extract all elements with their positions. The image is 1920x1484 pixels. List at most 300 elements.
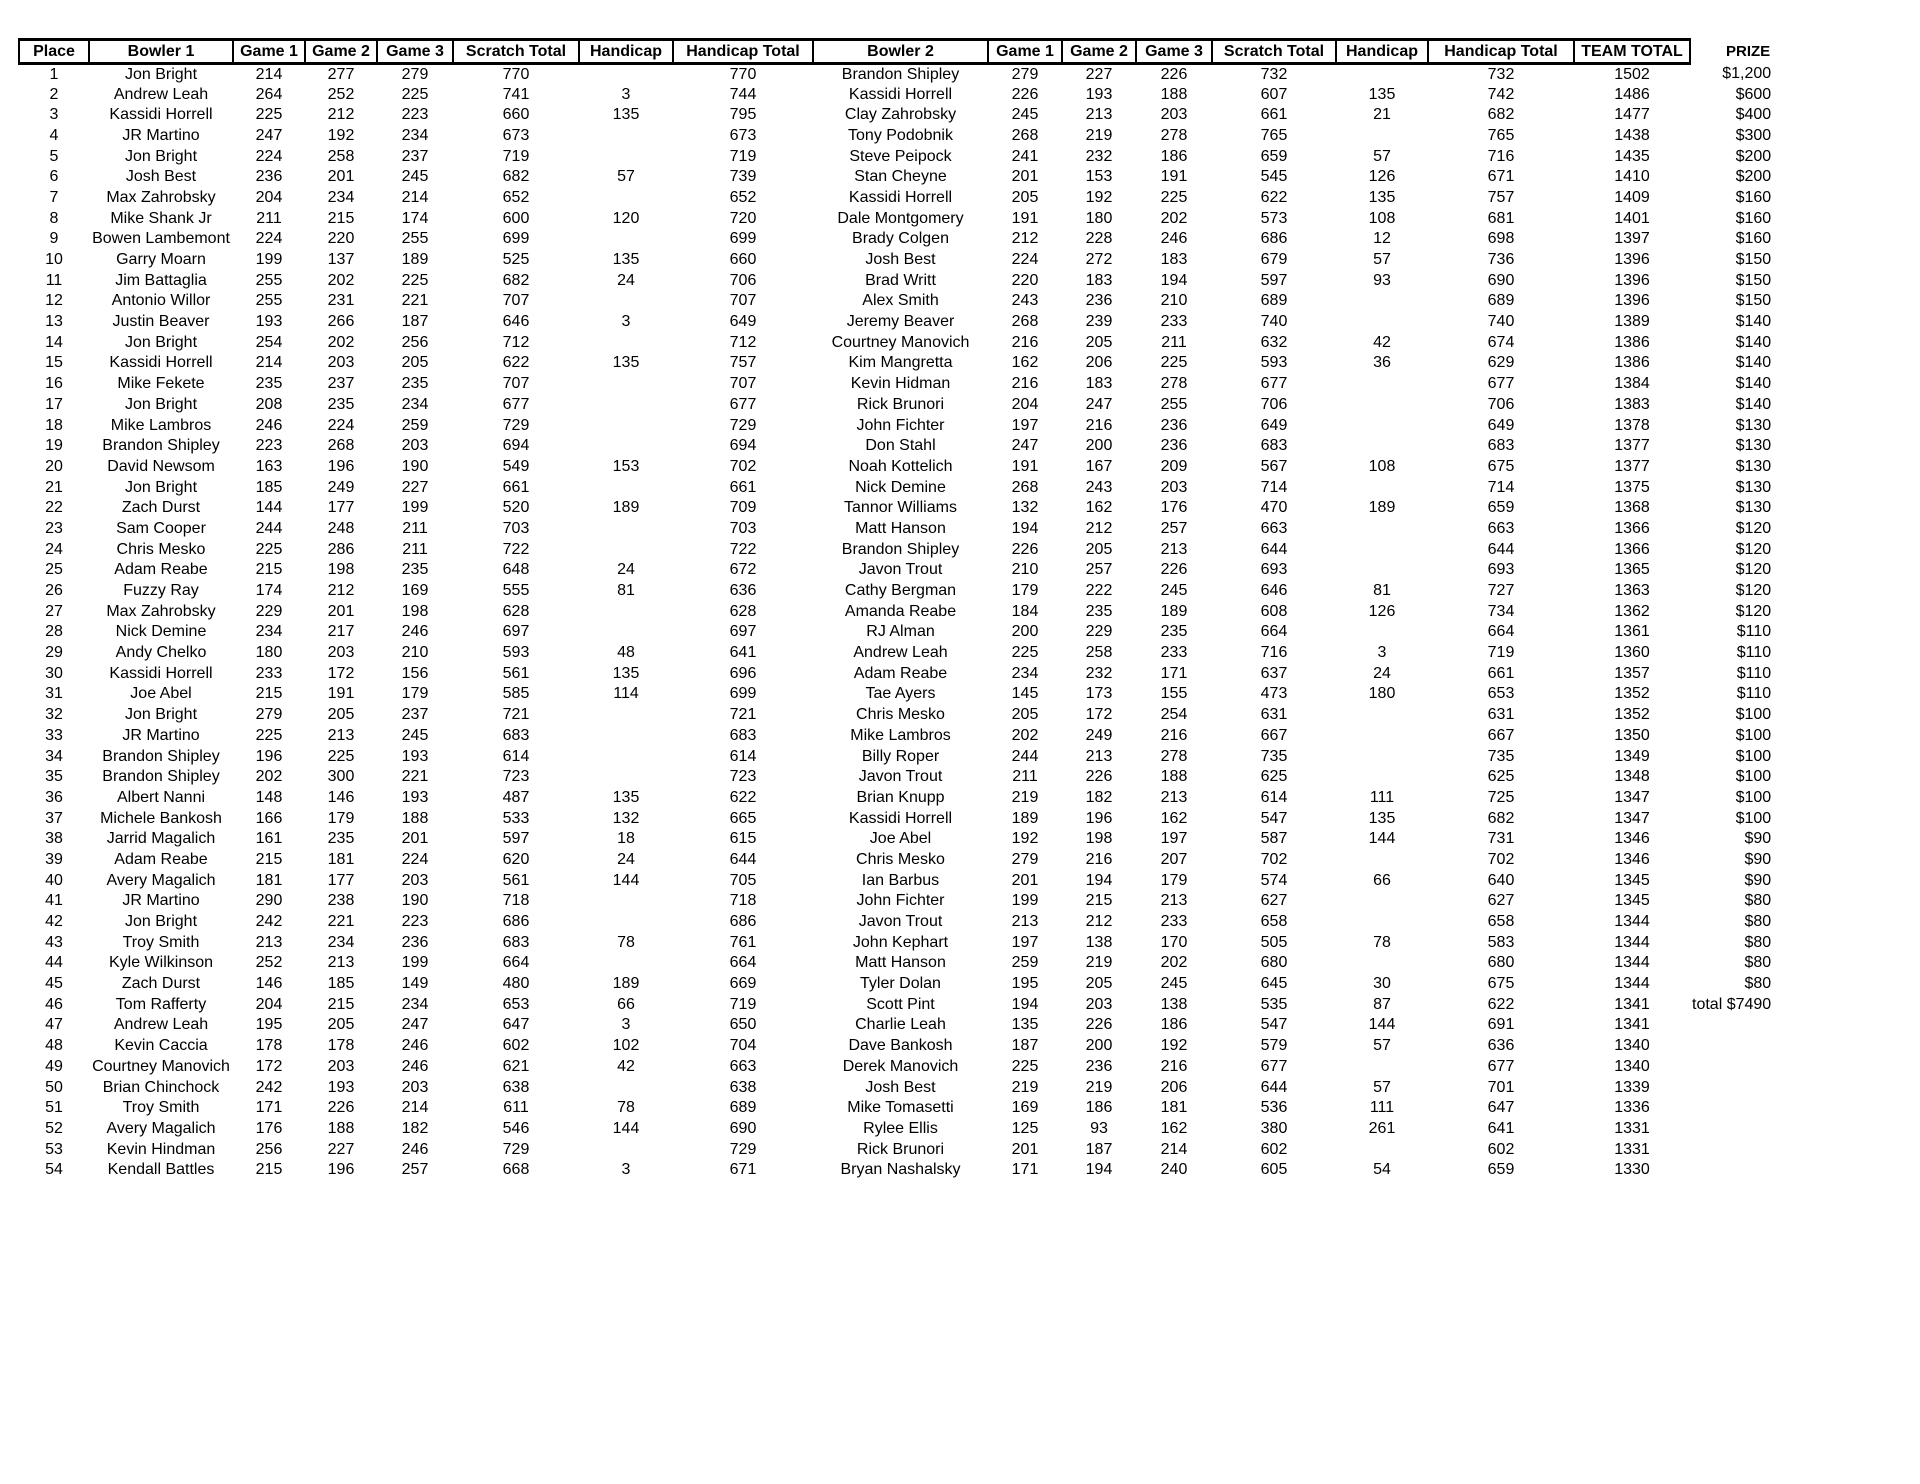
bowler1-game1-cell: 171 <box>255 1099 283 1117</box>
table-row <box>19 436 1805 457</box>
bowler2-handicap-cell: 108 <box>1368 209 1396 227</box>
bowler1-game1-cell: 290 <box>255 892 283 910</box>
bowler1-handicap-cell: 114 <box>613 685 639 703</box>
team-total-cell: 1340 <box>1614 1057 1650 1075</box>
bowler2-game2-cell: 226 <box>1085 768 1113 786</box>
bowler1-name-cell: Justin Beaver <box>112 313 210 331</box>
bowler2-name-cell: Rylee Ellis <box>863 1119 938 1137</box>
bowler1-game1-cell: 214 <box>255 354 283 372</box>
bowler2-scratch-total-cell: 667 <box>1260 726 1288 744</box>
bowler2-game3-cell: 214 <box>1160 1140 1188 1158</box>
bowler2-game2-cell: 138 <box>1085 933 1113 951</box>
bowler2-scratch-total-cell: 716 <box>1260 644 1288 662</box>
bowler1-game1-cell: 236 <box>255 168 283 186</box>
bowler2-handicap-total-cell: 706 <box>1487 395 1515 413</box>
table-row <box>19 539 1805 560</box>
bowler2-game2-cell: 212 <box>1085 913 1113 931</box>
bowler1-game2-cell: 177 <box>327 871 355 889</box>
bowler2-game1-cell: 205 <box>1011 188 1039 206</box>
bowler2-scratch-total-cell: 587 <box>1260 830 1288 848</box>
bowler1-game1-cell: 255 <box>255 292 283 310</box>
bowler2-scratch-total-cell: 632 <box>1260 333 1288 351</box>
bowler2-handicap-total-cell: 658 <box>1487 913 1515 931</box>
bowler1-handicap-total-cell: 757 <box>729 354 757 372</box>
prize-cell: $140 <box>1735 354 1772 372</box>
place-cell: 17 <box>45 395 63 413</box>
bowler1-name-cell: Jon Bright <box>124 333 198 351</box>
bowler1-game2-cell: 185 <box>327 975 355 993</box>
place-cell: 31 <box>45 685 63 703</box>
bowler2-handicap-total-cell: 682 <box>1487 809 1515 827</box>
bowler2-name-cell: Amanda Reabe <box>844 602 957 620</box>
bowler2-scratch-total-cell: 637 <box>1260 664 1288 682</box>
bowler1-handicap-total-cell: 719 <box>729 995 757 1013</box>
bowler2-scratch-total-cell: 545 <box>1260 168 1288 186</box>
prize-cell: $200 <box>1735 147 1772 165</box>
bowler2-game1-cell: 201 <box>1011 168 1039 186</box>
bowler2-handicap-cell: 12 <box>1373 230 1391 248</box>
bowler2-scratch-total-cell: 661 <box>1260 106 1288 124</box>
bowler2-handicap-total-cell: 640 <box>1487 871 1515 889</box>
bowler2-game3-cell: 226 <box>1160 65 1188 83</box>
bowler1-scratch-total-cell: 480 <box>502 975 530 993</box>
team-total-cell: 1366 <box>1614 519 1650 537</box>
bowler2-handicap-total-cell: 701 <box>1487 1078 1515 1096</box>
bowler1-name-cell: Sam Cooper <box>116 519 206 537</box>
bowler2-handicap-cell: 111 <box>1369 788 1395 806</box>
bowler2-game3-cell: 181 <box>1160 1099 1188 1117</box>
bowler1-handicap-total-cell: 665 <box>729 809 757 827</box>
bowler1-game3-cell: 198 <box>401 602 429 620</box>
bowler1-handicap-total-cell: 719 <box>729 147 757 165</box>
bowler2-scratch-total-cell: 679 <box>1260 251 1288 269</box>
bowler1-game1-cell: 224 <box>255 147 283 165</box>
bowler2-handicap-total-cell: 765 <box>1487 126 1515 144</box>
bowler1-game3-cell: 149 <box>401 975 429 993</box>
bowler2-scratch-total-cell: 470 <box>1260 499 1288 517</box>
team-total-cell: 1361 <box>1614 623 1650 641</box>
bowler2-game1-cell: 202 <box>1011 726 1039 744</box>
place-cell: 13 <box>45 313 63 331</box>
bowler1-handicap-cell <box>579 291 673 312</box>
prize-cell <box>1690 1015 1805 1036</box>
bowler1-handicap-cell <box>579 746 673 767</box>
place-cell: 15 <box>45 354 63 372</box>
bowler1-game3-cell: 203 <box>401 1078 429 1096</box>
bowler2-scratch-total-cell: 573 <box>1260 209 1288 227</box>
bowler1-name-cell: Jon Bright <box>124 913 198 931</box>
bowler1-game3-cell: 193 <box>401 788 429 806</box>
bowler1-handicap-cell: 135 <box>612 106 640 124</box>
bowler1-game2-cell: 225 <box>327 747 355 765</box>
bowler2-game3-cell: 213 <box>1160 892 1188 910</box>
bowler1-game2-cell: 203 <box>327 354 355 372</box>
team-total-cell: 1397 <box>1614 230 1650 248</box>
bowler1-game2-cell: 235 <box>327 830 355 848</box>
bowler2-game3-cell: 254 <box>1160 706 1188 724</box>
bowler1-handicap-total-cell: 696 <box>729 664 757 682</box>
bowler1-game3-cell: 188 <box>401 809 429 827</box>
bowler2-scratch-total-cell: 680 <box>1260 954 1288 972</box>
prize-cell: $130 <box>1735 416 1772 434</box>
bowler1-game3-cell: 259 <box>401 416 429 434</box>
bowler1-handicap-cell: 78 <box>617 933 635 951</box>
place-cell: 44 <box>45 954 63 972</box>
bowler1-game2-cell: 179 <box>327 809 355 827</box>
bowler2-handicap-cell <box>1336 726 1428 747</box>
bowler1-game3-cell: 187 <box>401 313 429 331</box>
bowler2-handicap-total-cell: 661 <box>1487 664 1515 682</box>
bowler1-game1-cell: 244 <box>255 519 283 537</box>
bowler2-handicap-total-cell: 727 <box>1487 582 1515 600</box>
table-row <box>19 829 1805 850</box>
bowler2-scratch-total-cell: 505 <box>1260 933 1288 951</box>
team-total-cell: 1347 <box>1614 788 1650 806</box>
bowler2-game1-cell: 201 <box>1011 1140 1039 1158</box>
bowler1-name-cell: Chris Mesko <box>116 540 206 558</box>
bowler1-handicap-total-cell: 702 <box>729 457 757 475</box>
bowler1-game3-cell: 237 <box>401 147 429 165</box>
bowler1-game1-cell: 246 <box>255 416 283 434</box>
bowler2-game3-cell: 202 <box>1160 209 1188 227</box>
bowler1-handicap-cell: 18 <box>617 830 635 848</box>
bowler2-handicap-total-cell: 625 <box>1487 768 1515 786</box>
bowler2-game1-cell: 241 <box>1011 147 1039 165</box>
prize-cell: $120 <box>1735 582 1772 600</box>
bowler1-name-cell: Max Zahrobsky <box>106 602 216 620</box>
column-header-bowler1-name: Bowler 1 <box>89 40 233 64</box>
bowler2-game3-cell: 189 <box>1160 602 1188 620</box>
bowler2-game3-cell: 245 <box>1160 975 1188 993</box>
bowler2-handicap-cell <box>1336 415 1428 436</box>
bowler2-game3-cell: 240 <box>1160 1161 1188 1179</box>
bowler2-name-cell: Charlie Leah <box>855 1016 946 1034</box>
bowler2-handicap-cell: 126 <box>1368 168 1396 186</box>
column-header-bowler1-handicap: Handicap <box>579 40 673 64</box>
bowler2-name-cell: Kevin Hidman <box>850 375 951 393</box>
bowler2-game2-cell: 193 <box>1085 85 1113 103</box>
bowler2-handicap-cell: 81 <box>1373 582 1391 600</box>
team-total-cell: 1339 <box>1614 1078 1650 1096</box>
team-total-cell: 1486 <box>1614 85 1650 103</box>
header-row <box>19 40 1805 64</box>
bowler2-game3-cell: 236 <box>1160 437 1188 455</box>
bowler1-name-cell: Troy Smith <box>122 1099 200 1117</box>
bowler2-game1-cell: 259 <box>1011 954 1039 972</box>
bowler2-game2-cell: 219 <box>1085 126 1113 144</box>
bowler1-game1-cell: 229 <box>255 602 283 620</box>
bowler2-name-cell: John Kephart <box>852 933 949 951</box>
bowler1-name-cell: Mike Lambros <box>110 416 212 434</box>
bowler1-handicap-total-cell: 672 <box>729 561 757 579</box>
bowler1-handicap-cell: 135 <box>612 354 640 372</box>
place-cell: 52 <box>45 1119 63 1137</box>
bowler2-game2-cell: 229 <box>1085 623 1113 641</box>
table-row <box>19 1139 1805 1160</box>
place-cell: 43 <box>45 933 63 951</box>
bowler2-handicap-total-cell: 683 <box>1487 437 1515 455</box>
table-row <box>19 250 1805 271</box>
bowler1-game1-cell: 204 <box>255 995 283 1013</box>
bowler2-game3-cell: 162 <box>1160 809 1188 827</box>
bowler1-game2-cell: 212 <box>327 106 355 124</box>
bowler1-game1-cell: 233 <box>255 664 283 682</box>
bowler2-handicap-total-cell: 675 <box>1487 457 1515 475</box>
table-row <box>19 395 1805 416</box>
bowler2-handicap-cell: 66 <box>1373 871 1391 889</box>
bowler2-name-cell: Javon Trout <box>858 561 943 579</box>
bowler1-game1-cell: 225 <box>255 540 283 558</box>
bowler2-handicap-total-cell: 691 <box>1487 1016 1515 1034</box>
place-cell: 7 <box>49 188 59 206</box>
bowler2-game3-cell: 183 <box>1160 251 1188 269</box>
place-cell: 38 <box>45 830 63 848</box>
bowler1-handicap-cell <box>579 1077 673 1098</box>
bowler1-name-cell: Jon Bright <box>124 706 198 724</box>
team-total-cell: 1349 <box>1614 747 1650 765</box>
bowler2-handicap-cell <box>1336 64 1428 85</box>
place-cell: 14 <box>45 333 63 351</box>
prize-cell <box>1690 1098 1805 1119</box>
bowler1-scratch-total-cell: 611 <box>503 1099 529 1117</box>
bowler1-handicap-cell <box>579 436 673 457</box>
bowler1-name-cell: Brandon Shipley <box>102 768 220 786</box>
bowler2-name-cell: Brandon Shipley <box>841 540 960 558</box>
prize-cell: $100 <box>1735 747 1772 765</box>
bowler1-game3-cell: 234 <box>401 995 429 1013</box>
bowler1-handicap-total-cell: 622 <box>729 788 757 806</box>
bowler2-game2-cell: 258 <box>1085 644 1113 662</box>
prize-cell: $90 <box>1744 850 1772 868</box>
bowler1-name-cell: Fuzzy Ray <box>123 582 199 600</box>
bowler2-name-cell: Rick Brunori <box>856 1140 945 1158</box>
bowler1-game2-cell: 277 <box>327 65 355 83</box>
bowler2-game2-cell: 227 <box>1085 65 1113 83</box>
bowler2-scratch-total-cell: 645 <box>1260 975 1288 993</box>
team-total-cell: 1352 <box>1614 706 1650 724</box>
bowler1-name-cell: Avery Magalich <box>106 1119 216 1137</box>
bowler2-handicap-total-cell: 644 <box>1487 540 1515 558</box>
bowler1-scratch-total-cell: 686 <box>502 913 530 931</box>
prize-cell: $80 <box>1744 892 1772 910</box>
place-cell: 50 <box>45 1078 63 1096</box>
bowler1-game3-cell: 221 <box>401 292 429 310</box>
team-total-cell: 1346 <box>1614 850 1650 868</box>
bowler2-game2-cell: 194 <box>1085 871 1113 889</box>
bowler1-game2-cell: 249 <box>327 478 355 496</box>
team-total-cell: 1435 <box>1614 147 1650 165</box>
bowler2-game1-cell: 205 <box>1011 706 1039 724</box>
bowler1-game3-cell: 199 <box>401 499 429 517</box>
bowler1-handicap-cell <box>579 332 673 353</box>
place-cell: 45 <box>45 975 63 993</box>
bowler2-handicap-cell <box>1336 850 1428 871</box>
bowler2-scratch-total-cell: 473 <box>1260 685 1288 703</box>
bowler2-game1-cell: 200 <box>1011 623 1039 641</box>
bowler2-name-cell: Josh Best <box>865 1078 936 1096</box>
bowler2-game3-cell: 236 <box>1160 416 1188 434</box>
prize-cell: $90 <box>1744 871 1772 889</box>
bowler1-game2-cell: 201 <box>327 602 355 620</box>
bowler2-game2-cell: 198 <box>1085 830 1113 848</box>
bowler1-handicap-cell <box>579 767 673 788</box>
bowler2-game2-cell: 183 <box>1085 375 1113 393</box>
team-total-cell: 1365 <box>1614 561 1650 579</box>
bowler2-game3-cell: 216 <box>1160 726 1188 744</box>
prize-cell: $80 <box>1744 933 1772 951</box>
bowler1-handicap-total-cell: 677 <box>729 395 757 413</box>
bowler2-handicap-total-cell: 671 <box>1487 168 1515 186</box>
bowler1-name-cell: Kassidi Horrell <box>109 106 213 124</box>
place-cell: 40 <box>45 871 63 889</box>
bowler2-scratch-total-cell: 664 <box>1260 623 1288 641</box>
bowler1-handicap-total-cell: 761 <box>729 933 757 951</box>
bowler2-handicap-cell: 42 <box>1373 333 1391 351</box>
bowler2-handicap-total-cell: 734 <box>1487 602 1515 620</box>
bowler2-name-cell: Cathy Bergman <box>844 582 957 600</box>
bowler1-game2-cell: 226 <box>327 1099 355 1117</box>
bowler1-handicap-total-cell: 722 <box>729 540 757 558</box>
bowler1-name-cell: Zach Durst <box>121 499 201 517</box>
bowler2-game1-cell: 132 <box>1011 499 1039 517</box>
team-total-cell: 1366 <box>1614 540 1650 558</box>
bowler1-scratch-total-cell: 770 <box>502 65 530 83</box>
bowler2-game3-cell: 186 <box>1160 147 1188 165</box>
bowler2-game2-cell: 180 <box>1085 209 1113 227</box>
bowler2-handicap-cell <box>1336 312 1428 333</box>
bowler1-game1-cell: 234 <box>255 623 283 641</box>
bowler2-scratch-total-cell: 646 <box>1260 582 1288 600</box>
bowler2-handicap-cell: 261 <box>1368 1119 1396 1137</box>
bowler2-game2-cell: 226 <box>1085 1016 1113 1034</box>
bowler2-game1-cell: 199 <box>1011 892 1039 910</box>
bowler1-handicap-total-cell: 795 <box>729 106 757 124</box>
bowler2-name-cell: Scott Pint <box>866 995 935 1013</box>
bowler1-game2-cell: 215 <box>327 995 355 1013</box>
prize-cell: $130 <box>1735 478 1772 496</box>
table-row <box>19 1015 1805 1036</box>
bowler2-handicap-total-cell: 663 <box>1487 519 1515 537</box>
bowler1-handicap-cell: 3 <box>621 85 631 103</box>
bowler1-game1-cell: 176 <box>255 1119 283 1137</box>
table-row <box>19 498 1805 519</box>
bowler1-game2-cell: 193 <box>327 1078 355 1096</box>
prize-cell: $90 <box>1744 830 1772 848</box>
bowler2-game1-cell: 184 <box>1011 602 1039 620</box>
bowler2-game2-cell: 236 <box>1085 1057 1113 1075</box>
bowler1-game3-cell: 179 <box>401 685 429 703</box>
bowler1-game3-cell: 210 <box>401 644 429 662</box>
team-total-cell: 1344 <box>1614 933 1650 951</box>
bowler2-name-cell: RJ Alman <box>866 623 935 641</box>
bowler1-name-cell: Garry Moarn <box>116 251 206 269</box>
bowler2-handicap-total-cell: 731 <box>1487 830 1515 848</box>
bowler1-game2-cell: 258 <box>327 147 355 165</box>
bowler1-handicap-cell: 135 <box>612 664 640 682</box>
bowler2-handicap-cell <box>1336 126 1428 147</box>
bowler1-name-cell: Adam Reabe <box>114 561 208 579</box>
bowler1-game3-cell: 246 <box>401 623 429 641</box>
bowler2-name-cell: Mike Tomasetti <box>847 1099 954 1117</box>
bowler2-name-cell: Matt Hanson <box>855 954 946 972</box>
prize-cell: $160 <box>1735 188 1772 206</box>
bowler1-game3-cell: 193 <box>401 747 429 765</box>
bowler2-scratch-total-cell: 714 <box>1260 478 1288 496</box>
bowler1-game2-cell: 252 <box>327 85 355 103</box>
bowler2-game1-cell: 268 <box>1011 313 1039 331</box>
column-header-bowler2-game3: Game 3 <box>1136 40 1212 64</box>
bowler1-handicap-cell <box>579 705 673 726</box>
bowler1-game3-cell: 223 <box>401 106 429 124</box>
table-row <box>19 912 1805 933</box>
bowler1-scratch-total-cell: 664 <box>502 954 530 972</box>
bowler2-game3-cell: 225 <box>1160 354 1188 372</box>
bowler2-name-cell: Courtney Manovich <box>831 333 970 351</box>
bowler2-game3-cell: 191 <box>1160 168 1188 186</box>
bowler2-game3-cell: 203 <box>1160 106 1188 124</box>
bowler2-game2-cell: 205 <box>1085 975 1113 993</box>
bowler2-game3-cell: 210 <box>1160 292 1188 310</box>
bowler2-game3-cell: 216 <box>1160 1057 1188 1075</box>
bowler2-game2-cell: 186 <box>1085 1099 1113 1117</box>
table-row <box>19 126 1805 147</box>
bowler1-game3-cell: 211 <box>402 540 428 558</box>
bowler1-game1-cell: 185 <box>255 478 283 496</box>
bowler2-scratch-total-cell: 622 <box>1260 188 1288 206</box>
bowler2-game2-cell: 200 <box>1085 1037 1113 1055</box>
bowler1-name-cell: Jarrid Magalich <box>106 830 216 848</box>
bowler2-name-cell: Derek Manovich <box>842 1057 959 1075</box>
bowler2-game1-cell: 197 <box>1011 416 1039 434</box>
bowler1-handicap-total-cell: 649 <box>729 313 757 331</box>
bowler1-scratch-total-cell: 729 <box>502 416 530 434</box>
bowler1-name-cell: Brian Chinchock <box>102 1078 220 1096</box>
bowler2-game1-cell: 226 <box>1011 85 1039 103</box>
bowler1-handicap-cell <box>579 374 673 395</box>
bowler2-scratch-total-cell: 765 <box>1260 126 1288 144</box>
team-total-cell: 1396 <box>1614 251 1650 269</box>
bowler2-name-cell: Tannor Williams <box>844 499 957 517</box>
bowler1-scratch-total-cell: 683 <box>502 726 530 744</box>
bowler2-game1-cell: 211 <box>1012 768 1038 786</box>
bowler1-name-cell: Jon Bright <box>124 478 198 496</box>
bowler2-game1-cell: 212 <box>1011 230 1039 248</box>
bowler1-handicap-cell <box>579 601 673 622</box>
column-header-bowler2-handicap: Handicap <box>1336 40 1428 64</box>
bowler2-name-cell: Matt Hanson <box>855 519 946 537</box>
bowler2-name-cell: Tony Podobnik <box>848 126 953 144</box>
bowler2-game2-cell: 247 <box>1085 395 1113 413</box>
bowler2-handicap-total-cell: 740 <box>1487 313 1515 331</box>
bowler1-handicap-cell: 42 <box>617 1057 635 1075</box>
bowler1-game3-cell: 245 <box>401 726 429 744</box>
table-row <box>19 705 1805 726</box>
column-header-bowler2-name: Bowler 2 <box>813 40 988 64</box>
table-row <box>19 374 1805 395</box>
bowler1-scratch-total-cell: 549 <box>502 457 530 475</box>
bowler2-handicap-cell: 57 <box>1373 1037 1391 1055</box>
bowler2-game3-cell: 245 <box>1160 582 1188 600</box>
bowler2-handicap-cell <box>1336 891 1428 912</box>
bowler2-handicap-cell: 93 <box>1373 271 1391 289</box>
bowler1-name-cell: JR Martino <box>122 892 200 910</box>
bowler2-name-cell: Kim Mangretta <box>848 354 953 372</box>
prize-cell: $130 <box>1735 499 1772 517</box>
bowler2-handicap-cell: 36 <box>1373 354 1391 372</box>
prize-cell: $140 <box>1735 313 1772 331</box>
bowler1-game1-cell: 148 <box>255 788 283 806</box>
table-row <box>19 891 1805 912</box>
